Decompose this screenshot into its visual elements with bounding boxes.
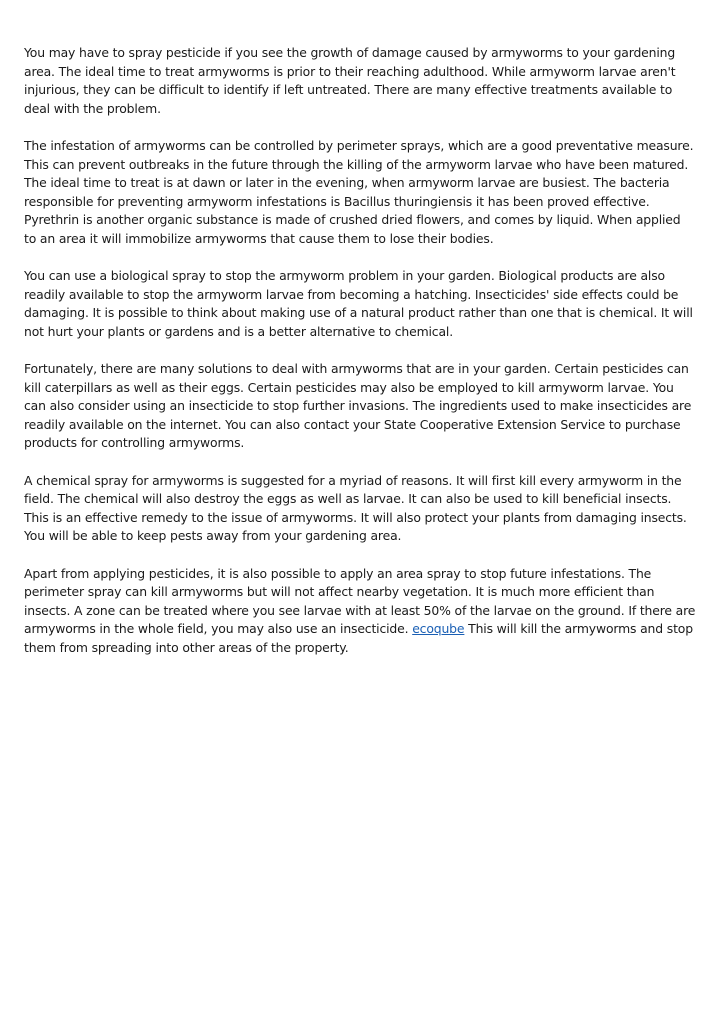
document-body xyxy=(24,44,696,676)
paragraph-6-text-before-link: Apart from applying pesticides, it is also possible to apply an area spray to stop future infestations. The perimeter spray can kill armyworms but will not affect nearby vegetation. It is much more efficient than insects. A zone can be treated where you see larvae with at least 50% of the larvae on the ground. If there are armyworms in the whole field, you may also use an insecticide. xyxy=(24,565,696,637)
paragraph-6 xyxy=(24,565,696,658)
paragraph-4: Fortunately, there are many solutions to deal with armyworms that are in your garden. Certain pesticides can kill caterpillars as well as their eggs. Certain pesticides may also be employed to kill armyworm larvae. You can also consider using an insecticide to stop further invasions. The ingredients used to make insecticides are readily available on the internet. You can also contact your State Cooperative Extension Service to purchase products for controlling armyworms. xyxy=(24,361,692,451)
paragraph-3: You can use a biological spray to stop the armyworm problem in your garden. Biological products are also readily available to stop the armyworm larvae from becoming a hatching. Insecticides' side effects could be damaging. It is possible to think about making use of a natural product rather than one that is chemical. It will not hurt your plants or gardens and is a better alternative to chemical. xyxy=(24,268,693,339)
paragraph-1: You may have to spray pesticide if you see the growth of damage caused by armyworms to your gardening area. The ideal time to treat armyworms is prior to their reaching adulthood. While armyworm larvae aren't injurious, they can be difficult to identify if left untreated. There are many effective treatments available to deal with the problem. xyxy=(24,45,676,116)
paragraph-6-text-after-link: This will kill the armyworms and stop them from spreading into other areas of the property. xyxy=(24,621,693,655)
paragraph-5: A chemical spray for armyworms is suggested for a myriad of reasons. It will first kill every armyworm in the field. The chemical will also destroy the eggs as well as larvae. It can also be used to kill beneficial insects. This is an effective remedy to the issue of armyworms. It will also protect your plants from damaging insects. You will be able to keep pests away from your gardening area. xyxy=(24,472,687,544)
ecoqube-link[interactable]: ecoqube xyxy=(412,621,465,637)
paragraph-2: The infestation of armyworms can be controlled by perimeter sprays, which are a good preventative measure. This can prevent outbreaks in the future through the killing of the armyworm larvae who have been matured. The ideal time to treat is at dawn or later in the evening, when armyworm larvae are busiest. The bacteria responsible for preventing armyworm infestations is Bacillus thuringiensis it has been proved effective. Pyrethrin is another organic substance is made of crushed dried flowers, and comes by liquid. When applied to an area it will immobilize armyworms that cause them to lose their bodies. xyxy=(24,137,694,246)
